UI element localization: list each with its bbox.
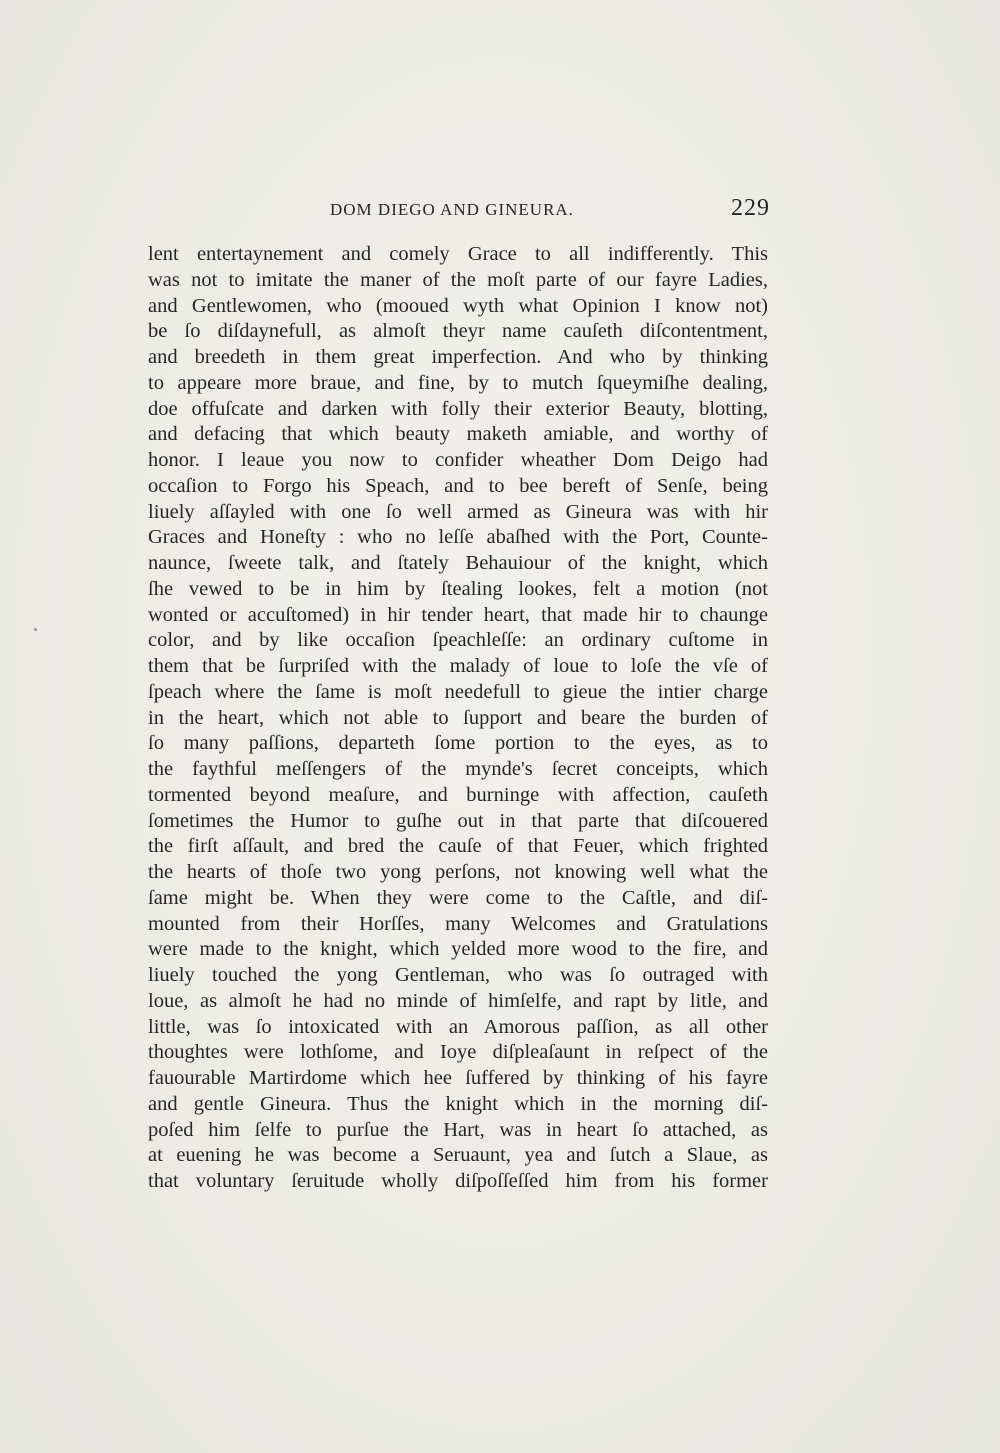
text-line: and Gentlewomen, who (mooued wyth what Opinion I know not) — [148, 294, 768, 317]
paper-speck — [34, 628, 37, 631]
text-line: liuely touched the yong Gentleman, who was ſo outraged with — [148, 964, 768, 986]
text-line: ſame might be. When they were come to the Caſtle, and diſ- — [148, 886, 768, 909]
text-line: little, was ſo intoxicated with an Amorous paſſion, as all other — [148, 1015, 768, 1038]
page-number: 229 — [731, 195, 770, 221]
text-line: were made to the knight, which yelded more wood to the fire, and — [148, 938, 768, 961]
text-line: the faythful meſſengers of the mynde's ſecret conceipts, which — [148, 758, 768, 780]
text-line: the hearts of thoſe two yong perſons, not knowing well what the — [148, 861, 768, 883]
text-line: ſo many paſſions, departeth ſome portion to the eyes, as to — [148, 732, 768, 755]
text-line: at euening he was become a Seruaunt, yea and ſutch a Slaue, as — [148, 1144, 768, 1167]
text-line: that voluntary ſeruitude wholly diſpoſſeſſed him from his former — [148, 1170, 768, 1192]
text-line: be ſo diſdaynefull, as almoſt theyr name cauſeth diſcontentment, — [148, 320, 768, 343]
text-line: honor. I leaue you now to confider wheather Dom Deigo had — [148, 449, 768, 471]
text-line: lent entertaynement and comely Grace to all indifferently. This — [148, 243, 768, 265]
text-line: occaſion to Forgo his Speach, and to bee bereft of Senſe, being — [148, 474, 768, 497]
text-line: wonted or accuſtomed) in hir tender heart, that made hir to chaunge — [148, 603, 768, 626]
text-line: fauourable Martirdome which hee ſuffered by thinking of his fayre — [148, 1067, 768, 1089]
text-line: tormented beyond meaſure, and burninge with affection, cauſeth — [148, 783, 768, 806]
text-line: them that be ſurpriſed with the malady of loue to loſe the vſe of — [148, 655, 768, 677]
text-line: the firſt aſſault, and bred the cauſe of that Feuer, which frighted — [148, 835, 768, 858]
text-line: color, and by like occaſion ſpeachleſſe: an ordinary cuſtome in — [148, 629, 768, 652]
running-title: DOM DIEGO AND GINEURA. — [330, 200, 574, 219]
text-line: ſhe vewed to be in him by ſtealing lookes, felt a motion (not — [148, 577, 768, 600]
text-line: thoughtes were lothſome, and Ioye diſpleaſaunt in reſpect of the — [148, 1041, 768, 1064]
text-line: naunce, ſweete talk, and ſtately Behauiour of the knight, which — [148, 552, 768, 574]
body-text — [148, 242, 768, 1195]
text-line: and breedeth in them great imperfection. And who by thinking — [148, 346, 768, 368]
text-line: ſometimes the Humor to guſhe out in that parte that diſcouered — [148, 809, 768, 832]
text-line: loue, as almoſt he had no minde of himſelfe, and rapt by litle, and — [148, 989, 768, 1012]
text-line: liuely aſſayled with one ſo well armed as Gineura was with hir — [148, 500, 768, 523]
text-line: ſpeach where the ſame is moſt needefull to gieue the intier charge — [148, 680, 768, 703]
text-line: was not to imitate the maner of the moſt parte of our fayre Ladies, — [148, 268, 768, 291]
text-line: mounted from their Horſſes, many Welcomes and Gratulations — [148, 912, 768, 935]
text-line: to appeare more braue, and fine, by to mutch ſqueymiſhe dealing, — [148, 371, 768, 394]
text-line: Graces and Honeſty : who no leſſe abaſhed with the Port, Counte- — [148, 526, 768, 549]
text-line: and gentle Gineura. Thus the knight which in the morning diſ- — [148, 1092, 768, 1115]
text-line: and defacing that which beauty maketh amiable, and worthy of — [148, 423, 768, 446]
text-line: poſed him ſelfe to purſue the Hart, was in heart ſo attached, as — [148, 1118, 768, 1141]
running-head — [148, 195, 770, 228]
text-line: doe offuſcate and darken with folly their exterior Beauty, blotting, — [148, 397, 768, 420]
text-line: in the heart, which not able to ſupport and beare the burden of — [148, 706, 768, 729]
